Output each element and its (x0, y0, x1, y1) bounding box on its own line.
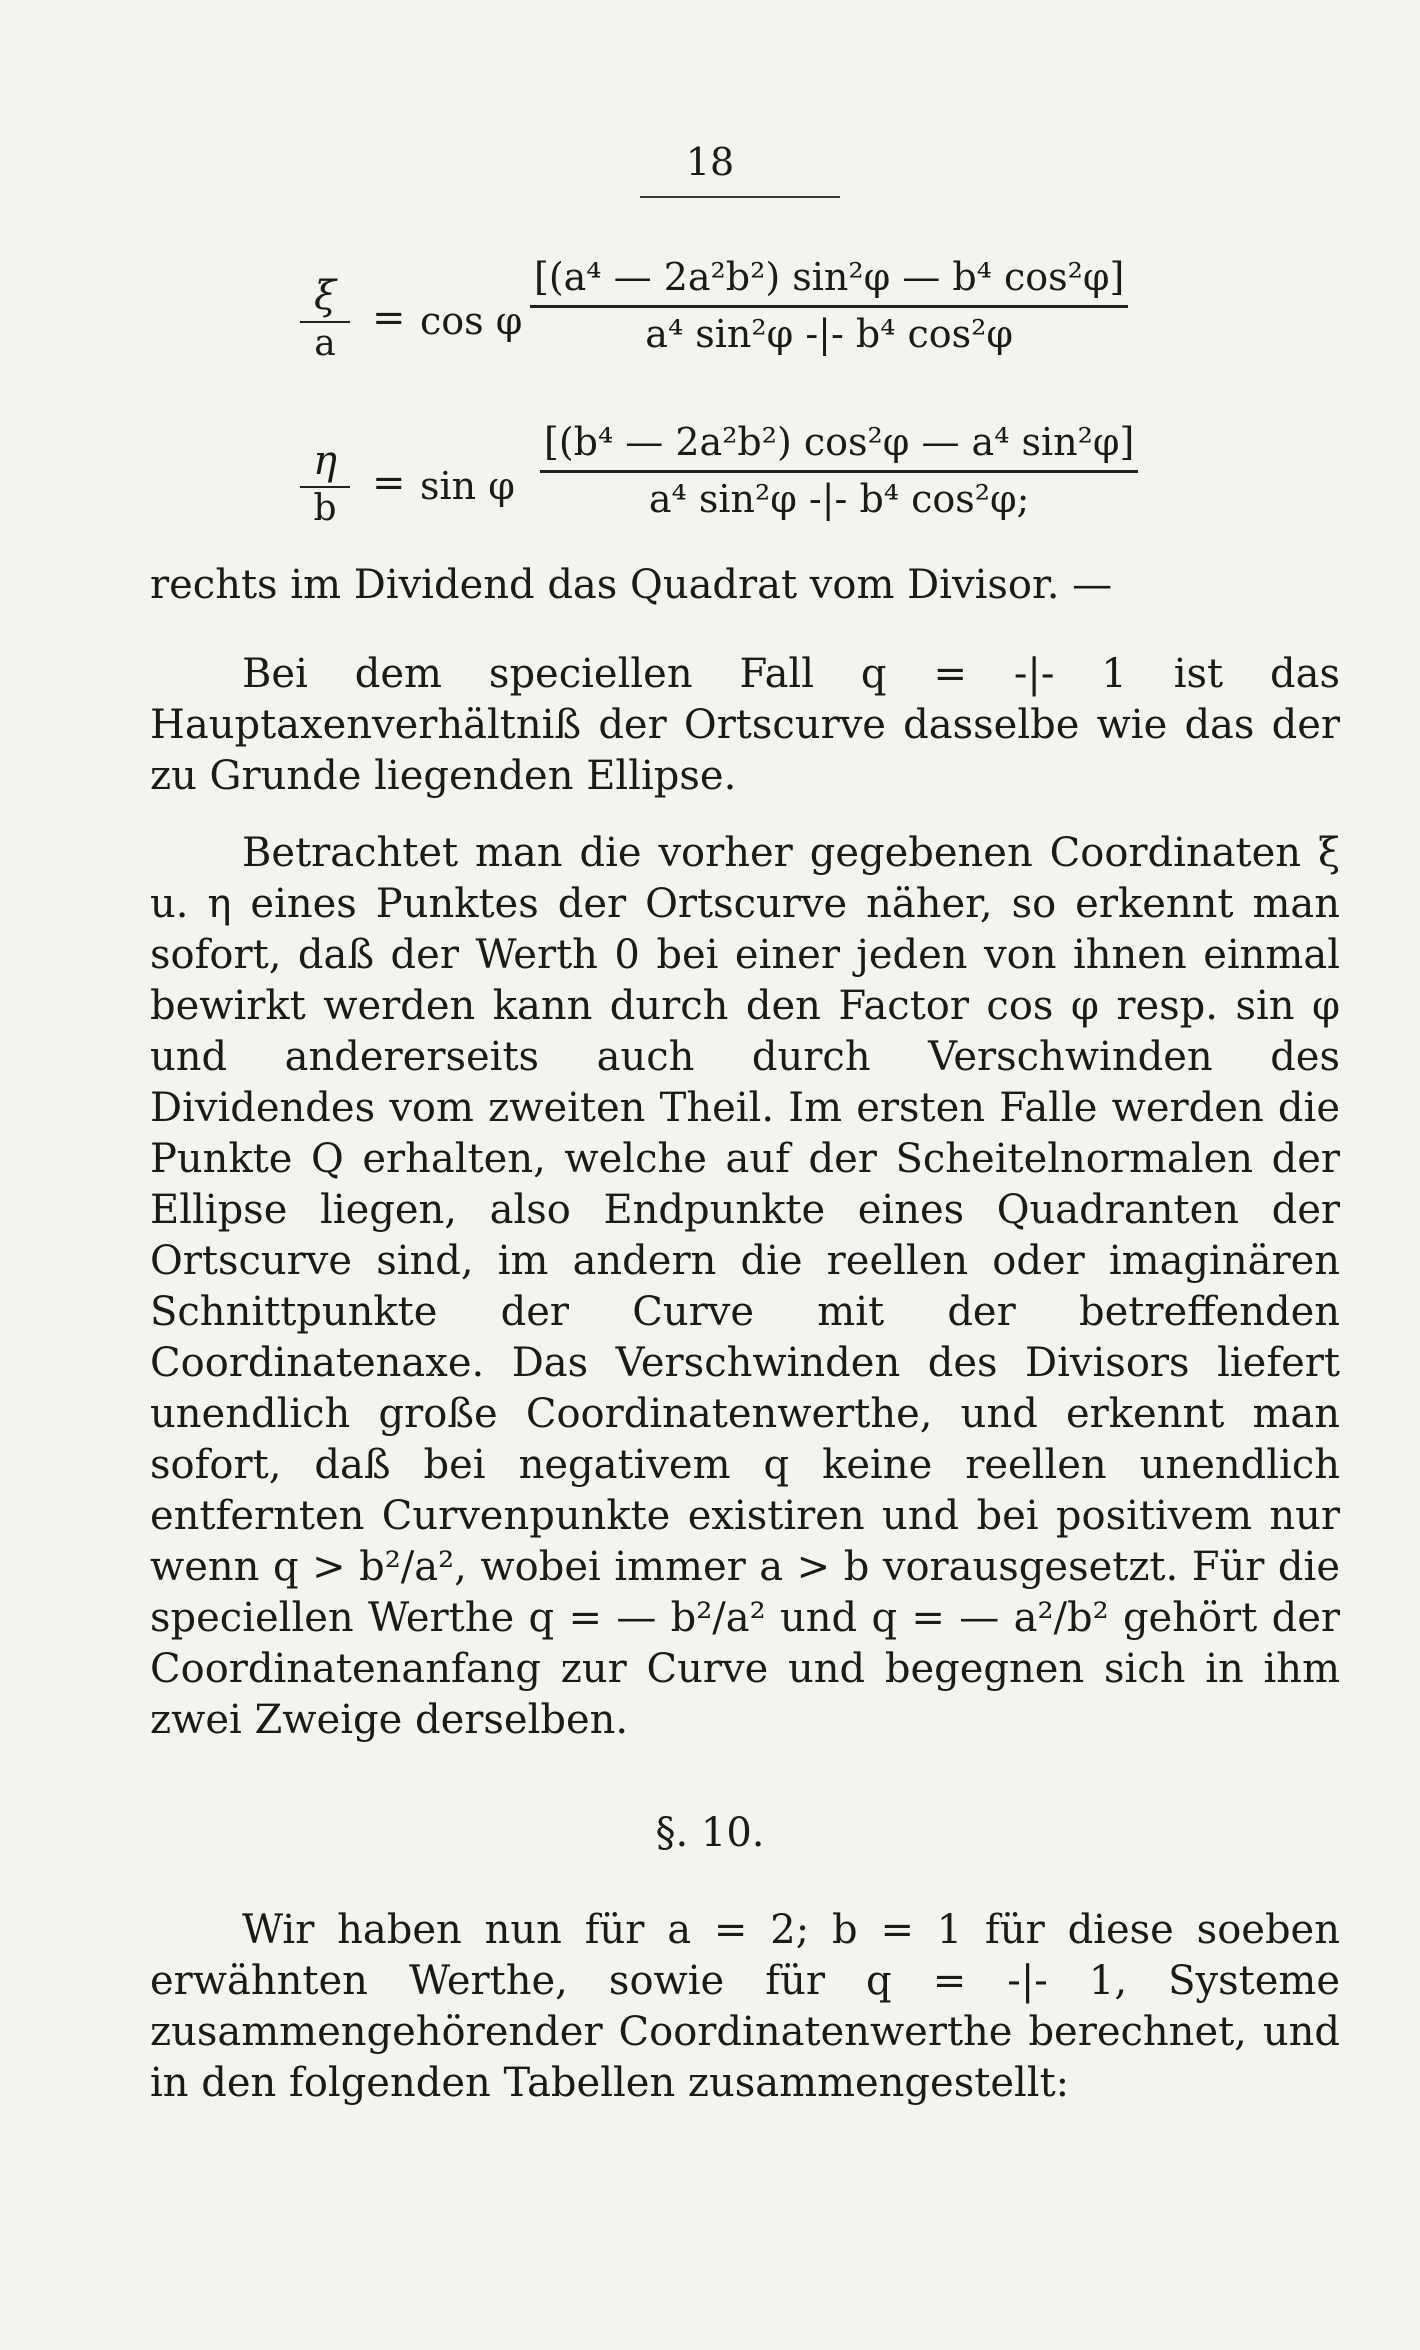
formula-xi (280, 255, 1240, 405)
formula-xi-lhs-numerator: ξ (300, 273, 350, 323)
formula-eta-equals: = (372, 460, 406, 506)
formula-eta-lhs-denominator: b (313, 488, 337, 529)
formula-xi-factor: cos φ (420, 299, 523, 343)
formula-xi-numerator: [(a⁴ — 2a²b²) sin²φ — b⁴ cos²φ] (530, 255, 1128, 308)
formula-eta-factor: sin φ (420, 464, 515, 508)
formula-eta-fraction (540, 420, 1138, 521)
formula-eta-lhs-numerator: η (300, 438, 350, 488)
formula-xi-fraction (530, 255, 1128, 356)
formula-eta-denominator: a⁴ sin²φ -|- b⁴ cos²φ; (648, 477, 1030, 521)
body-text (150, 560, 1340, 1746)
page-number: 18 (685, 140, 735, 184)
formula-xi-lhs (300, 273, 350, 364)
header-rule (640, 196, 840, 198)
formula-eta-lhs (300, 438, 350, 529)
paragraph-special-case: Bei dem speciellen Fall q = -|- 1 ist das Hauptaxenverhältniß der Ortscurve dasselbe wie das der zu Grunde liegenden Ellipse. (150, 651, 1340, 799)
formula-eta (280, 420, 1240, 570)
formula-xi-equals: = (372, 295, 406, 341)
formula-eta-numerator: [(b⁴ — 2a²b²) cos²φ — a⁴ sin²φ] (540, 420, 1138, 473)
paragraph-dividend-note: rechts im Dividend das Quadrat vom Divisor. — (150, 562, 1113, 608)
paragraph-tables-intro: Wir haben nun für a = 2; b = 1 für diese soeben erwähnten Werthe, sowie für q = -|- 1, Systeme zusammengehörender Coordinatenwerthe berechnet, und in den folgenden Tabellen zusammengestellt: (150, 1907, 1340, 2106)
closing-text (150, 1905, 1340, 2109)
paragraph-coordinates: Betrachtet man die vorher gegebenen Coordinaten ξ u. η eines Punktes der Ortscurve näher, so erkennt man sofort, daß der Werth 0 bei einer jeden von ihnen einmal bewirkt werden kann durch den Factor cos φ resp. sin φ und andererseits auch durch Verschwinden des Dividendes vom zweiten Theil. Im ersten Falle werden die Punkte Q erhalten, welche auf der Scheitelnormalen der Ellipse liegen, also Endpunkte eines Quadranten der Ortscurve sind, im andern die reellen oder imaginären Schnittpunkte der Curve mit der betreffenden Coordinatenaxe. Das Verschwinden des Divisors liefert unendlich große Coordinatenwerthe, und erkennt man sofort, daß bei negativem q keine reellen unendlich entfernten Curvenpunkte existiren und bei positivem nur wenn q > b²/a², wobei immer a > b vorausgesetzt. Für die speciellen Werthe q = — b²/a² und q = — a²/b² gehört der Coordinatenanfang zur Curve und begegnen sich in ihm zwei Zweige derselben. (150, 830, 1340, 1743)
formula-xi-lhs-denominator: a (314, 323, 336, 364)
formula-xi-denominator: a⁴ sin²φ -|- b⁴ cos²φ (645, 312, 1014, 356)
section-heading: §. 10. (655, 1810, 765, 1856)
